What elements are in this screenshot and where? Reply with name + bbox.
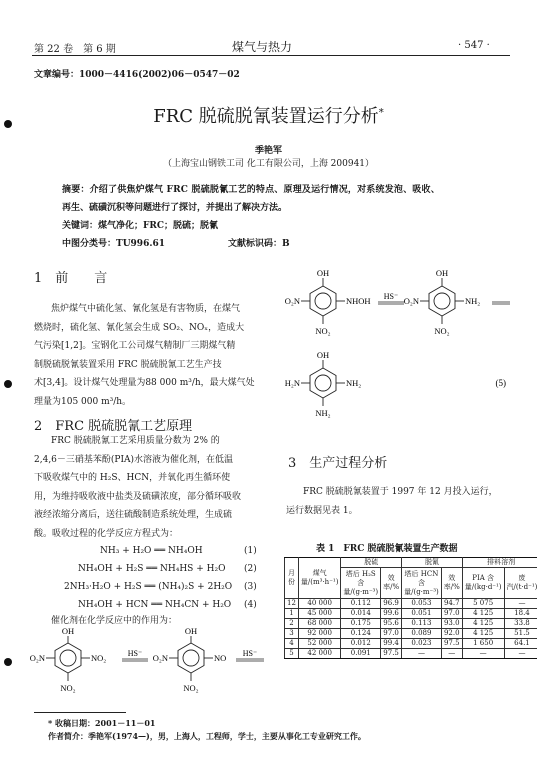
header-month: 月份 bbox=[285, 558, 299, 599]
affiliation: （上海宝山钢铁工司 化工有限公司，上海 200941） bbox=[162, 159, 375, 169]
cell: 0.089 bbox=[402, 629, 442, 639]
table-row bbox=[285, 629, 537, 639]
header-group-desulfurization: 脱硫 bbox=[341, 558, 402, 568]
cell: — bbox=[504, 649, 537, 659]
cell: 4 125 bbox=[462, 619, 504, 629]
cell: 45 000 bbox=[298, 609, 341, 619]
s2-right: NH₂ bbox=[465, 296, 481, 306]
s2-bottom: NO₂ bbox=[434, 326, 450, 336]
page-title: FRC 脱硫脱氰装置运行分析 bbox=[153, 106, 379, 127]
paragraph-line: 液经浓缩分离后，送往硫酸制造系统处理，生成硫 bbox=[34, 510, 233, 520]
header-hcn-after: 塔后 HCN 含量/(g·m⁻³) bbox=[402, 568, 442, 599]
cell: 4 bbox=[285, 639, 299, 649]
s2-left: O₂N bbox=[152, 653, 168, 663]
equation-1: NH₃ + H₂O ══ NH₄OH bbox=[100, 546, 203, 556]
header-efficiency-1: 效率/% bbox=[381, 568, 402, 599]
s1-right: NHOH bbox=[346, 296, 371, 306]
table-row bbox=[285, 619, 537, 629]
table-row bbox=[285, 639, 537, 649]
cell: — bbox=[441, 649, 462, 659]
cell: 99.6 bbox=[381, 609, 402, 619]
cell: 3 bbox=[285, 629, 299, 639]
s3-right: NH₂ bbox=[346, 378, 362, 388]
s2-bottom: NO₂ bbox=[183, 683, 199, 693]
s1-bottom: NO₂ bbox=[60, 683, 76, 693]
cell: — bbox=[402, 649, 442, 659]
equation-4-number: (4) bbox=[244, 600, 257, 610]
cell: 92.0 bbox=[441, 629, 462, 639]
s1-left: O₂N bbox=[29, 653, 45, 663]
cell: 33.8 bbox=[504, 619, 537, 629]
paragraph-line: 用，为维持吸收液中盐类及硫磺浓度，部分循环吸收 bbox=[34, 491, 242, 502]
header-pia: PIA 含量/(kg·d⁻¹) bbox=[462, 568, 504, 599]
reaction-scheme-top bbox=[278, 266, 518, 428]
paragraph-line: 下吸收煤气中的 H₂S、HCN，并氧化再生循环使 bbox=[34, 473, 231, 483]
arrow-label: HS⁻ bbox=[383, 292, 399, 301]
s2-top: OH bbox=[435, 268, 449, 278]
section-1-body bbox=[34, 300, 262, 411]
paragraph-line: 燃烧时，硫化氢、氰化氢会生成 SO₂、NOₓ，造成大 bbox=[34, 322, 245, 333]
benzene-ring bbox=[46, 636, 90, 681]
classification: 中图分类号：TU996.61 bbox=[62, 239, 165, 249]
cell: 92 000 bbox=[298, 629, 341, 639]
cell: 0.113 bbox=[402, 619, 442, 629]
section-2-title: 2 FRC 脱硫脱氰工艺原理 bbox=[34, 419, 193, 434]
article-number: 文章编号：1000－4416(2002)06－0547－02 bbox=[34, 70, 240, 80]
s1-top: OH bbox=[61, 626, 75, 636]
binder-hole bbox=[4, 380, 12, 388]
cell: 0.014 bbox=[341, 609, 381, 619]
cell: 0.124 bbox=[341, 629, 381, 639]
benzene-ring bbox=[169, 636, 213, 681]
header-volume: 第 22 卷 第 6 期 bbox=[34, 44, 116, 55]
s1-right: NO₂ bbox=[91, 653, 107, 663]
cell: 97.0 bbox=[441, 609, 462, 619]
paragraph-line: 术[3,4]。设计煤气处理量为88 000 m³/h，最大煤气处 bbox=[34, 378, 255, 388]
section-3-title: 3 生产过程分析 bbox=[288, 456, 388, 471]
footnote-author: 作者简介：季艳军(1974—)，男，上海人，工程师，学士，主要从事化工专业研究工作。 bbox=[48, 731, 366, 741]
s1-left: O₂N bbox=[284, 296, 300, 306]
binder-hole bbox=[4, 658, 12, 666]
paragraph-line: 酸。吸收过程的化学反应方程式为： bbox=[34, 528, 179, 539]
table-row bbox=[285, 599, 537, 609]
cell: 97.5 bbox=[441, 639, 462, 649]
cell: 52 000 bbox=[298, 639, 341, 649]
paragraph-line: 2,4,6－三硝基苯酚(PIA)水溶液为催化剂，在低温 bbox=[34, 454, 234, 465]
cell: 68 000 bbox=[298, 619, 341, 629]
abstract-line-1: 摘要：介绍了供焦炉煤气 FRC 脱硫脱氰工艺的特点、原理及运行情况，对系统发泡、吸收、 bbox=[62, 185, 440, 195]
cell: 99.4 bbox=[381, 639, 402, 649]
equation-3-number: (3) bbox=[244, 582, 257, 592]
footnote-rule bbox=[34, 712, 126, 713]
s2-left: O₂N bbox=[403, 296, 419, 306]
cell: — bbox=[504, 599, 537, 609]
header-efficiency-2: 效率/% bbox=[441, 568, 462, 599]
cell: 0.091 bbox=[341, 649, 381, 659]
benzene-ring bbox=[301, 278, 345, 324]
section-2-body bbox=[34, 432, 262, 543]
equation-5-number: (5) bbox=[495, 378, 506, 388]
header-journal: 煤气与热力 bbox=[232, 40, 293, 54]
header-group-discharge: 排料溶剂 bbox=[462, 558, 537, 568]
table-group-header-row bbox=[285, 558, 537, 568]
header-page: · 547 · bbox=[458, 40, 490, 51]
cell: 97.0 bbox=[381, 629, 402, 639]
equation-1-number: (1) bbox=[244, 546, 257, 556]
s3-top: OH bbox=[316, 350, 330, 360]
arrow-2-label: HS⁻ bbox=[242, 649, 258, 658]
s1-bottom: NO₂ bbox=[315, 326, 331, 336]
keywords: 关键词：煤气净化；FRC；脱硫；脱氰 bbox=[62, 221, 219, 231]
cell: 96.9 bbox=[381, 599, 402, 609]
paragraph-line: 理量为105 000 m³/h。 bbox=[34, 396, 132, 407]
cell: 0.051 bbox=[402, 609, 442, 619]
s2-right: NO bbox=[214, 653, 227, 663]
paragraph-line: 运行数据见表 1。 bbox=[286, 505, 358, 516]
cell: 1 650 bbox=[462, 639, 504, 649]
s3-bottom: NH₂ bbox=[315, 408, 331, 418]
abstract-line-2: 再生、硫磺沉积等问题进行了探讨，并提出了解决方法。 bbox=[62, 203, 288, 213]
cell: 0.023 bbox=[402, 639, 442, 649]
table-row bbox=[285, 649, 537, 659]
s1-top: OH bbox=[316, 268, 330, 278]
table-row bbox=[285, 609, 537, 619]
cell: — bbox=[462, 649, 504, 659]
s2-top: OH bbox=[184, 626, 198, 636]
paragraph-line: 制脱硫脱氰装置采用 FRC 脱硫脱氰工艺生产技 bbox=[34, 359, 222, 370]
arrow-1-label: HS⁻ bbox=[127, 649, 143, 658]
equation-2-number: (2) bbox=[244, 564, 257, 574]
cell: 2 bbox=[285, 619, 299, 629]
section-3-body bbox=[286, 483, 514, 520]
header-rule bbox=[32, 55, 510, 56]
cell: 0.053 bbox=[402, 599, 442, 609]
benzene-ring bbox=[420, 278, 464, 324]
paragraph-line: 焦炉煤气中硫化氢、氰化氢是有害物质，在煤气 bbox=[51, 304, 241, 314]
header-waste: 废汽/(t·d⁻¹) bbox=[504, 568, 537, 599]
cell: 5 075 bbox=[462, 599, 504, 609]
cell: 42 000 bbox=[298, 649, 341, 659]
cell: 0.012 bbox=[341, 639, 381, 649]
cell: 64.1 bbox=[504, 639, 537, 649]
equation-3: 2NH₃·H₂O + H₂S ══ (NH₄)₂S + 2H₂O bbox=[64, 582, 233, 592]
header-h2s-after: 塔后 H₂S 含量/(g·m⁻³) bbox=[341, 568, 381, 599]
paragraph-line: 气污染[1,2]。宝钢化工公司煤气精制厂三期煤气精 bbox=[34, 341, 236, 351]
cell: 95.6 bbox=[381, 619, 402, 629]
s3-left: H₂N bbox=[284, 378, 300, 388]
equation-2: NH₄OH + H₂S ══ NH₄HS + H₂O bbox=[78, 564, 226, 574]
title-mark: * bbox=[378, 107, 384, 119]
table-caption: 表 1 FRC 脱硫脱氰装置生产数据 bbox=[316, 544, 458, 554]
catalyst-line: 催化剂在化学反应中的作用为： bbox=[51, 616, 178, 626]
cell: 12 bbox=[285, 599, 299, 609]
paragraph-line: FRC 脱硫脱氰装置于 1997 年 12 月投入运行， bbox=[303, 487, 498, 497]
title-wrap bbox=[0, 102, 537, 128]
cell: 0.112 bbox=[341, 599, 381, 609]
cell: 4 125 bbox=[462, 609, 504, 619]
cell: 4 125 bbox=[462, 629, 504, 639]
cell: 18.4 bbox=[504, 609, 537, 619]
reaction-scheme-bottom bbox=[28, 625, 268, 707]
cell: 40 000 bbox=[298, 599, 341, 609]
cell: 0.175 bbox=[341, 619, 381, 629]
header-group-decyanation: 脱氰 bbox=[402, 558, 463, 568]
paragraph-line: FRC 脱硫脱氰工艺采用质量分数为 2% 的 bbox=[51, 436, 220, 446]
cell: 94.7 bbox=[441, 599, 462, 609]
footnote-received: * 收稿日期：2001－11－01 bbox=[48, 718, 156, 728]
author: 季艳军 bbox=[254, 146, 282, 156]
benzene-ring bbox=[301, 360, 345, 406]
header-gas-flow: 煤气量/(m³·h⁻¹) bbox=[298, 558, 341, 599]
equation-4: NH₄OH + HCN ══ NH₄CN + H₂O bbox=[78, 600, 232, 610]
cell: 97.5 bbox=[381, 649, 402, 659]
data-table bbox=[284, 557, 537, 659]
cell: 1 bbox=[285, 609, 299, 619]
cell: 93.0 bbox=[441, 619, 462, 629]
cell: 51.5 bbox=[504, 629, 537, 639]
section-1-title: 1 前 言 bbox=[34, 271, 108, 286]
doc-code: 文献标识码：B bbox=[228, 239, 290, 249]
cell: 5 bbox=[285, 649, 299, 659]
